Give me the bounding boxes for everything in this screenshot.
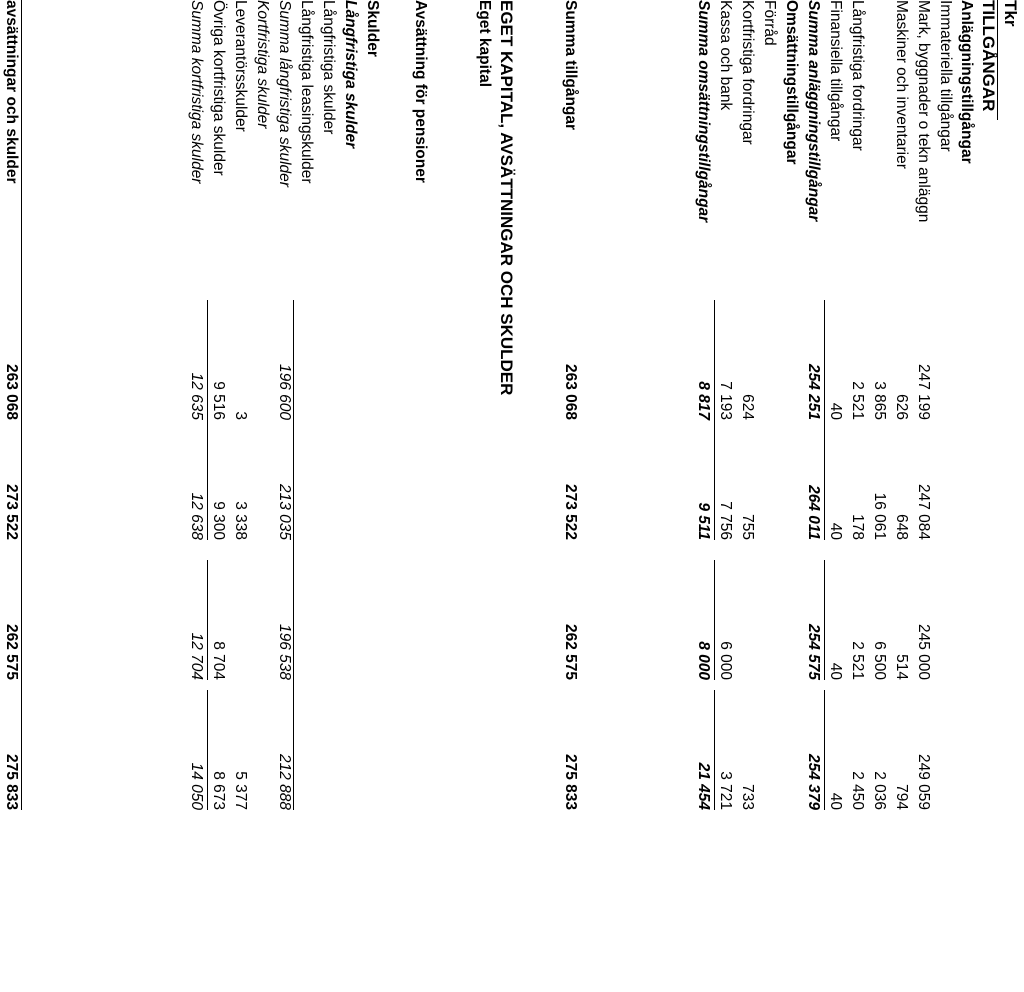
cell: 624 <box>739 394 756 420</box>
cell: 262 575 <box>562 623 579 680</box>
assets-heading: TILLGÅNGAR <box>979 0 998 112</box>
cell: 514 <box>893 654 910 680</box>
row-land-buildings: Mark, byggnader o tekn anläggn 247 199 247 084 245 000 249 059 <box>915 0 932 810</box>
row-sum-fixed: Summa anläggningstillgångar 254 251 264 011 254 575 254 379 <box>805 0 822 810</box>
cell: 263 068 <box>3 363 20 420</box>
cell: 7 193 <box>714 300 735 420</box>
cell: 9 516 <box>207 300 228 420</box>
row-other-st: Övriga kortfristiga skulder 9 516 9 300 8 704 8 673 <box>208 0 228 992</box>
cell: 16 061 <box>871 492 888 540</box>
cell: 178 <box>849 514 866 540</box>
cell: 12 635 <box>188 372 205 420</box>
row-total: avsättningar och skulder 263 068 273 522 262 575 275 833 <box>3 0 20 810</box>
row-sum-assets: Summa tillgångar 263 068 273 522 262 575 275 833 <box>562 0 579 810</box>
cell: 254 575 <box>805 623 822 680</box>
pensions-heading: Avsättning för pensioner <box>412 0 429 183</box>
cell: 196 538 <box>276 623 293 680</box>
cell: 2 450 <box>849 771 866 810</box>
cell: 3 <box>232 411 249 420</box>
unit-label: Tkr <box>1001 0 1020 27</box>
lt-debts-heading: Långfristiga skulder <box>342 0 359 149</box>
cell: 9 511 <box>695 502 712 540</box>
row-intangible: Immateriella tillgångar <box>937 0 954 152</box>
cell: 196 600 <box>276 363 293 420</box>
cell: 2 036 <box>871 771 888 810</box>
cell: 213 035 <box>276 483 293 540</box>
cell: 2 521 <box>849 641 866 680</box>
cell: 247 084 <box>915 483 932 540</box>
cell: 3 338 <box>232 501 249 540</box>
cell: 8 817 <box>695 381 712 420</box>
cell: 7 756 <box>714 420 735 540</box>
cell: 6 000 <box>714 560 735 680</box>
current-assets-heading: Omsättningstillgångar <box>783 0 800 165</box>
cell: 3 721 <box>714 690 735 810</box>
row-lt-debts: Långfristiga skulder <box>320 0 337 135</box>
cell: 5 377 <box>232 771 249 810</box>
row-suppliers: Leverantörsskulder 3 3 338 5 377 <box>232 0 249 810</box>
liabilities-heading: EGET KAPITAL, AVSÄTTNINGAR OCH SKULDER <box>497 0 516 396</box>
row-sum-lt: Summa långfristiga skulder 196 600 213 035 196 538 212 888 <box>276 0 293 810</box>
cell: 733 <box>739 784 756 810</box>
cell: 40 <box>824 420 845 540</box>
st-debts-heading: Kortfristiga skulder <box>254 0 271 129</box>
debts-heading: Skulder <box>364 0 381 57</box>
cell: 245 000 <box>915 623 932 680</box>
cell: 8 704 <box>207 560 228 680</box>
cell: 275 833 <box>562 753 579 810</box>
cell: 21 454 <box>695 762 712 810</box>
row-inventory: Förråd <box>761 0 778 46</box>
row-st-receivables: Kortfristiga fordringar 624 755 733 <box>739 0 756 810</box>
cell: 273 522 <box>3 483 20 540</box>
row-spacer <box>869 0 889 992</box>
cell: 247 199 <box>915 363 932 420</box>
cell: 273 522 <box>562 483 579 540</box>
cell: 212 888 <box>276 753 293 810</box>
cell: 3 865 <box>871 381 888 420</box>
cell: 626 <box>893 394 910 420</box>
cell: 794 <box>893 784 910 810</box>
cell: 254 251 <box>805 363 822 420</box>
row-leasing: Långfristiga leasingskulder <box>298 0 315 184</box>
cell: 8 000 <box>695 641 712 680</box>
row-sum-current: Summa omsättningstillgångar 8 817 9 511 8 000 21 454 <box>695 0 712 810</box>
cell: 40 <box>824 560 845 680</box>
cell: 14 050 <box>188 762 205 810</box>
cell: 12 704 <box>188 632 205 680</box>
cell: 8 673 <box>207 690 228 810</box>
cell: 254 379 <box>805 753 822 810</box>
cell: 264 011 <box>805 485 822 540</box>
cell: 263 068 <box>562 363 579 420</box>
row-financial: Finansiella tillgångar 40 40 40 40 <box>825 0 845 992</box>
row-lt-receivables: Långfristiga fordringar 2 521 178 2 521 2 450 <box>849 0 866 810</box>
cell: 40 <box>824 690 845 810</box>
cell: 40 <box>824 300 845 420</box>
total-rule <box>21 0 22 810</box>
fixed-assets-heading: Anläggningstillgångar <box>958 0 975 164</box>
row-cash: Kassa och bank 7 193 7 756 6 000 3 721 <box>715 0 735 992</box>
unit-header <box>1000 0 1020 992</box>
cell: 262 575 <box>3 623 20 680</box>
cell: 2 521 <box>849 381 866 420</box>
cell: 6 500 <box>871 641 888 680</box>
cell: 249 059 <box>915 753 932 810</box>
cell: 275 833 <box>3 753 20 810</box>
cell: 9 300 <box>207 420 228 540</box>
cell: 648 <box>893 514 910 540</box>
cell: 12 638 <box>188 492 205 540</box>
equity-heading: Eget kapital <box>476 0 493 87</box>
cell: 755 <box>739 514 756 540</box>
row-sum-st: Summa kortfristiga skulder 12 635 12 638 12 704 14 050 <box>188 0 205 810</box>
row-machines: Maskiner och inventarier 626 648 514 794 <box>893 0 910 810</box>
